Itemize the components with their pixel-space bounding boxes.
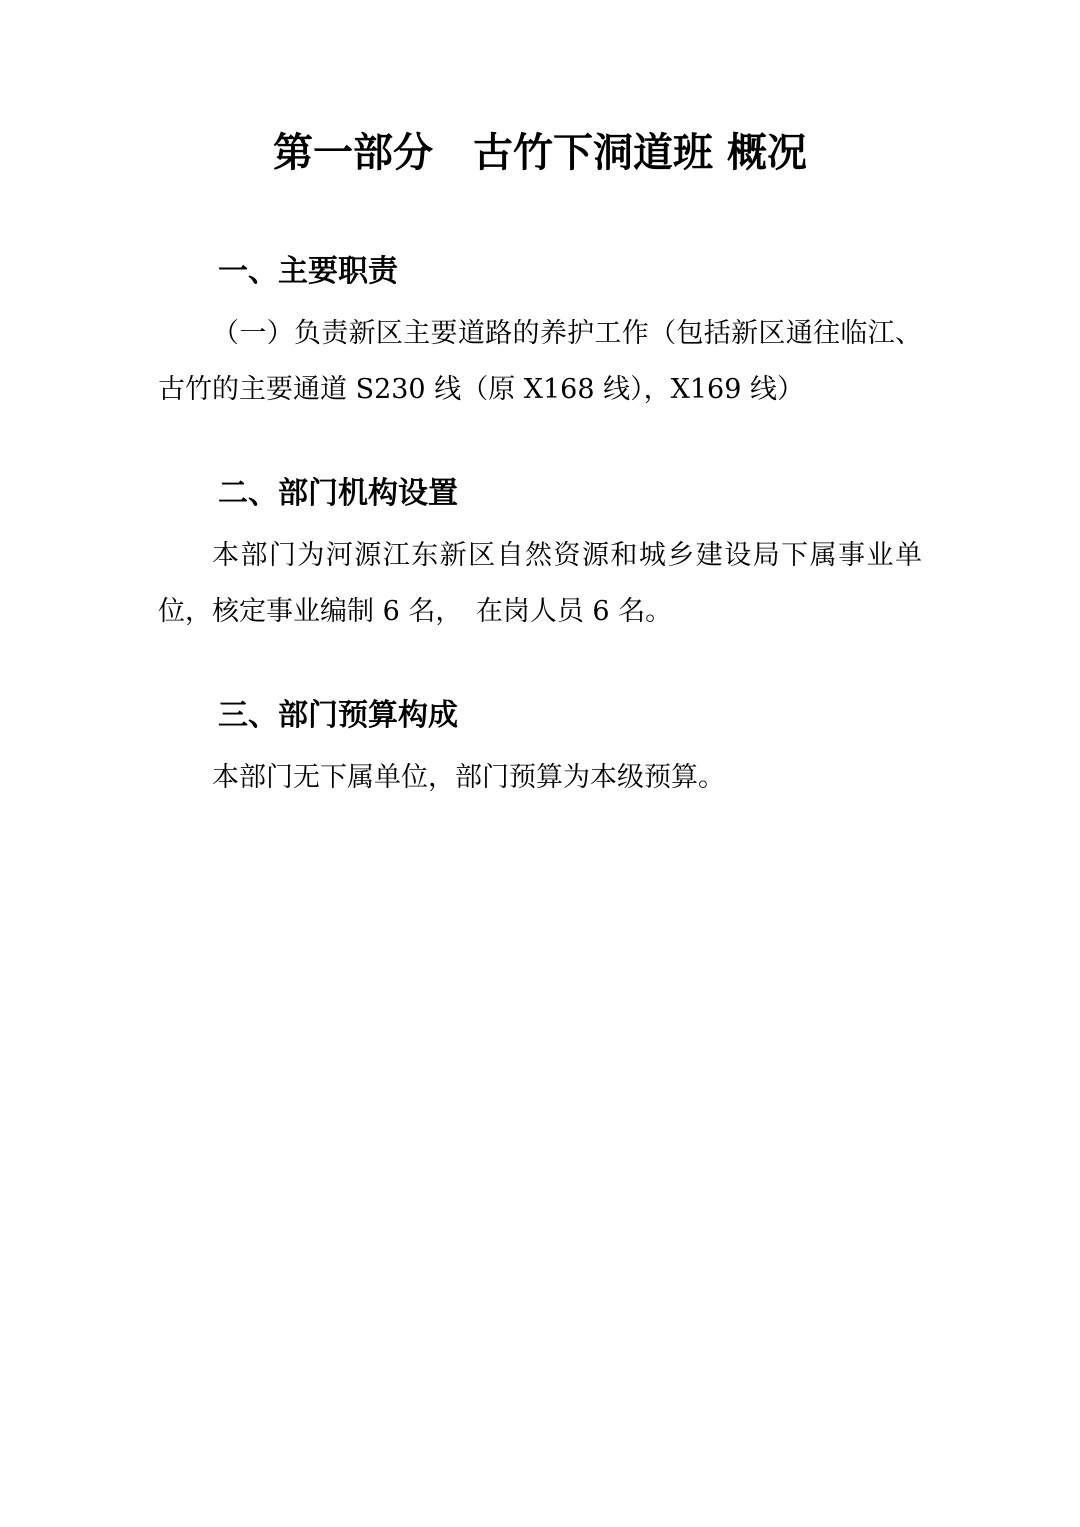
section-org-structure — [158, 472, 922, 640]
section-heading-org-structure: 二、部门机构设置 — [218, 476, 458, 511]
paragraph-line: 古竹的主要通道 S230 线（原 X168 线），X169 线） — [158, 374, 804, 405]
section-heading-budget-composition: 三、部门预算构成 — [218, 698, 458, 733]
paragraph-line: 位，核定事业编制 6 名， 在岗人员 6 名。 — [158, 596, 673, 627]
paragraph-line: 本部门无下属单位，部门预算为本级预算。 — [212, 762, 725, 793]
section-budget-composition — [158, 694, 922, 806]
section-main-duties — [158, 250, 922, 418]
paragraph — [158, 528, 922, 640]
section-heading-main-duties: 一、主要职责 — [218, 254, 398, 289]
document-title: 第一部分 古竹下洞道班 概况 — [273, 130, 807, 176]
paragraph-line: 本部门为河源江东新区自然资源和城乡建设局下属事业单 — [212, 540, 922, 571]
paragraph-line: （一）负责新区主要道路的养护工作（包括新区通往临江、 — [212, 318, 922, 349]
paragraph — [158, 750, 922, 806]
paragraph — [158, 306, 922, 418]
